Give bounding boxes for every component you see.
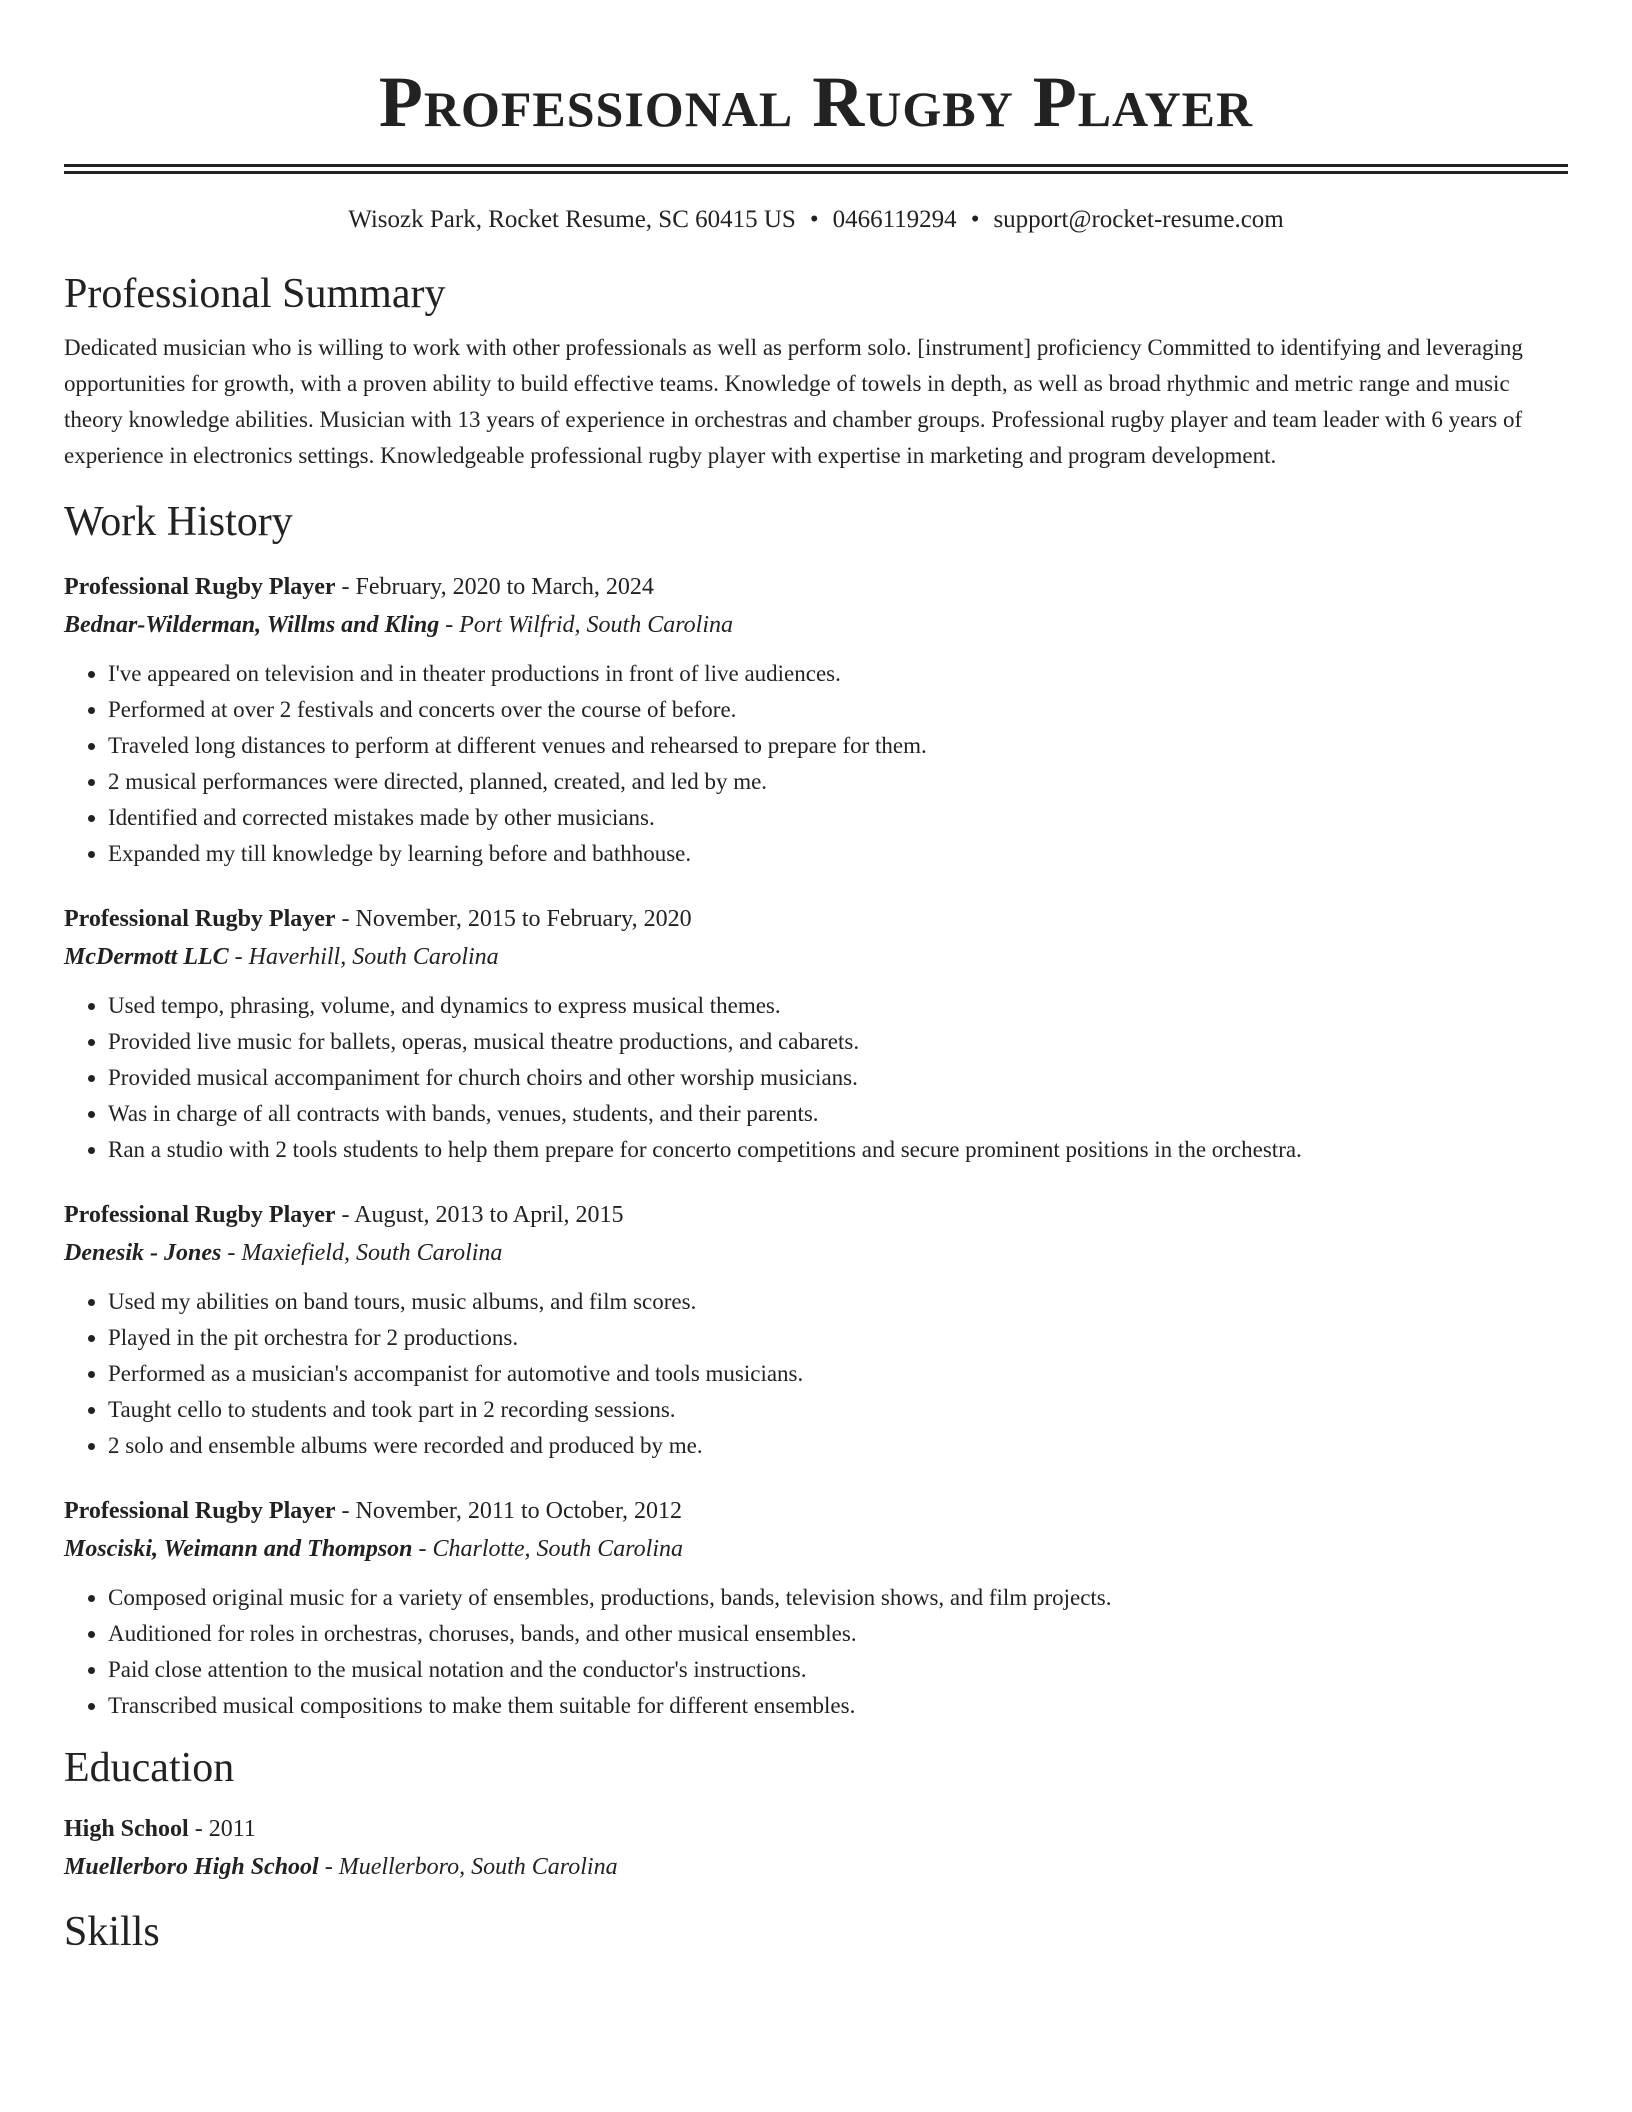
duty-item: • Identified and corrected mistakes made by other musicians. [108,800,1568,836]
education-entry [64,1810,1568,1886]
job-location: - Maxiefield, South Carolina [221,1240,503,1266]
job-dates: - August, 2013 to April, 2015 [335,1202,624,1228]
summary-text: Dedicated musician who is willing to work with other professionals as well as perform solo. [instrument] proficiency Committed to identifying and leveraging opportunities for growth, with a proven ability to build effective teams. Knowledge of towels in depth, as well as broad rhythmic and metric range and music theory knowledge abilities. Musician with 13 years of experience in orchestras and chamber groups. Professional rugby player and team leader with 6 years of experience in electronics settings. Knowledgeable professional rugby player with expertise in marketing and program development. [64,335,1523,468]
duty-item: • I've appeared on television and in theater productions in front of live audiences. [108,656,1568,692]
job-title: Professional Rugby Player [64,906,336,932]
resume-page [64,0,1568,1958]
contact-separator: • [970,206,980,233]
job-dates: - November, 2011 to October, 2012 [335,1498,682,1524]
contact-separator: • [809,206,819,233]
work-history-heading: Work History [64,499,293,545]
duty-item: • 2 solo and ensemble albums were recorded and produced by me. [108,1428,1568,1464]
header-double-rule [64,164,1568,174]
job-company: Bednar-Wilderman, Willms and Kling [64,612,440,638]
job-duties [64,988,1568,1168]
job-entry [64,1492,1568,1724]
job-dates: - February, 2020 to March, 2024 [335,574,654,600]
job-duties [64,656,1568,872]
job-employer [64,1234,1568,1272]
resume-name: Professional Rugby Player [378,62,1254,142]
job-title: Professional Rugby Player [64,1202,336,1228]
job-location: - Port Wilfrid, South Carolina [439,612,734,638]
job-entry [64,1196,1568,1464]
job-company: Mosciski, Weimann and Thompson [64,1536,413,1562]
duty-item: • Performed as a musician's accompanist for automotive and tools musicians. [108,1356,1568,1392]
duty-item: • Was in charge of all contracts with bands, venues, students, and their parents. [108,1096,1568,1132]
education-school-line [64,1848,1568,1886]
duty-item: • Expanded my till knowledge by learning before and bathhouse. [108,836,1568,872]
contact-phone[interactable]: 0466119294 [832,206,957,233]
skills-heading: Skills [64,1909,160,1955]
education-degree: High School [64,1816,189,1842]
duty-item: • Transcribed musical compositions to make them suitable for different ensembles. [108,1688,1568,1724]
job-dates: - November, 2015 to February, 2020 [335,906,692,932]
duty-item: • 2 musical performances were directed, planned, created, and led by me. [108,764,1568,800]
job-header [64,568,1568,606]
job-title: Professional Rugby Player [64,1498,336,1524]
job-header [64,900,1568,938]
duty-item: • Used my abilities on band tours, music albums, and film scores. [108,1284,1568,1320]
duty-item: • Performed at over 2 festivals and concerts over the course of before. [108,692,1568,728]
job-company: McDermott LLC [64,944,229,970]
job-entry [64,900,1568,1168]
job-duties [64,1580,1568,1724]
job-company: Denesik - Jones [64,1240,222,1266]
job-entry [64,568,1568,872]
job-duties [64,1284,1568,1464]
duty-item: • Provided live music for ballets, operas, musical theatre productions, and cabarets. [108,1024,1568,1060]
summary-heading: Professional Summary [64,271,446,317]
duty-item: • Traveled long distances to perform at different venues and rehearsed to prepare for them. [108,728,1568,764]
duty-item: • Played in the pit orchestra for 2 productions. [108,1320,1568,1356]
duty-item: • Provided musical accompaniment for church choirs and other worship musicians. [108,1060,1568,1096]
education-year: - 2011 [188,1816,256,1842]
job-header [64,1196,1568,1234]
contact-address: Wisozk Park, Rocket Resume, SC 60415 US [348,206,796,233]
education-location: - Muellerboro, South Carolina [318,1854,618,1880]
education-header [64,1810,1568,1848]
job-location: - Haverhill, South Carolina [228,944,499,970]
duty-item: • Paid close attention to the musical notation and the conductor's instructions. [108,1652,1568,1688]
job-employer [64,938,1568,976]
job-employer [64,1530,1568,1568]
education-heading: Education [64,1745,235,1791]
duty-item: • Taught cello to students and took part in 2 recording sessions. [108,1392,1568,1428]
job-header [64,1492,1568,1530]
duty-item: • Used tempo, phrasing, volume, and dynamics to express musical themes. [108,988,1568,1024]
job-employer [64,606,1568,644]
duty-item: • Auditioned for roles in orchestras, choruses, bands, and other musical ensembles. [108,1616,1568,1652]
contact-email[interactable]: support@rocket-resume.com [993,206,1284,233]
duty-item: • Composed original music for a variety of ensembles, productions, bands, television shows, and film projects. [108,1580,1568,1616]
job-location: - Charlotte, South Carolina [412,1536,683,1562]
education-school: Muellerboro High School [64,1854,319,1880]
duty-item: • Ran a studio with 2 tools students to help them prepare for concerto competitions and secure prominent positions in the orchestra. [108,1132,1568,1168]
job-title: Professional Rugby Player [64,574,336,600]
contact-line [64,204,1568,236]
